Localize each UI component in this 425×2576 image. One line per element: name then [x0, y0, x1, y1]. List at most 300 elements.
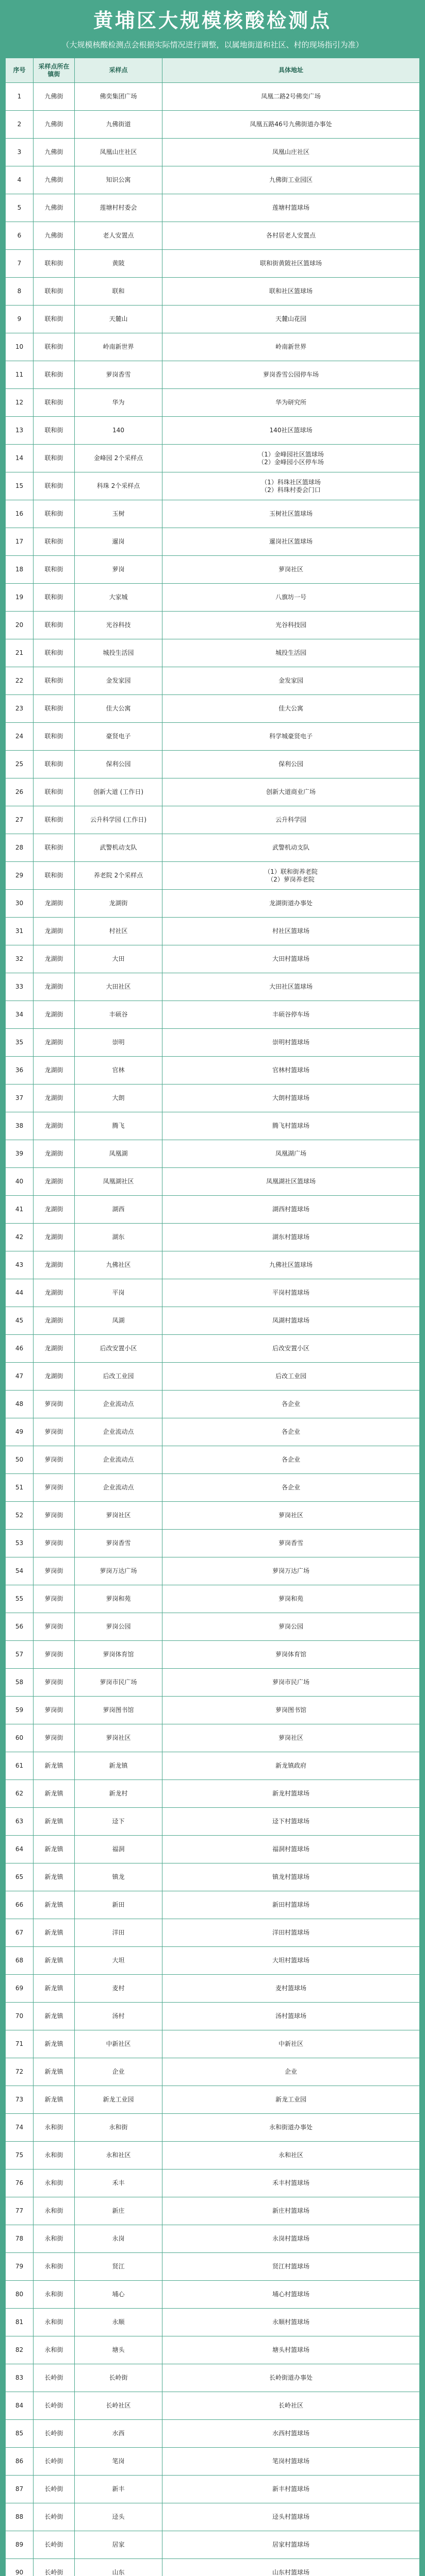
row-site: 洋田	[75, 1919, 162, 1946]
table-row	[6, 1140, 419, 1168]
row-number: 11	[6, 361, 34, 388]
row-address: 武警机动支队	[272, 844, 309, 851]
row-number: 66	[6, 1891, 34, 1919]
row-street: 龙湖街	[34, 1307, 75, 1334]
row-address: 各村居老人安置点	[266, 232, 316, 239]
table-row	[6, 556, 419, 584]
table-row	[6, 2531, 419, 2559]
row-address: 后改安置小区	[272, 1345, 309, 1352]
row-street: 联和街	[34, 389, 75, 416]
row-address: 凤凰湖社区篮球场	[266, 1178, 316, 1185]
row-site: 联和	[75, 278, 162, 305]
table-row	[6, 1919, 419, 1947]
header-address: 具体地址	[278, 66, 303, 74]
row-number: 37	[6, 1084, 34, 1112]
row-site: 武警机动支队	[75, 834, 162, 861]
row-site: 长岭街	[75, 2364, 162, 2392]
row-number: 34	[6, 1001, 34, 1028]
row-site: 企业流动点	[75, 1474, 162, 1501]
table-row	[6, 695, 419, 723]
table-row	[6, 2503, 419, 2531]
row-street: 九佛街	[34, 222, 75, 249]
row-address: （1）联和街养老院 （2）萝岗养老院	[264, 868, 318, 883]
row-site: 萝岗和苑	[75, 1585, 162, 1613]
table-row	[6, 1335, 419, 1363]
table-row	[6, 973, 419, 1001]
row-address: 崇明村篮球场	[272, 1039, 309, 1046]
row-number: 8	[6, 278, 34, 305]
table-row	[6, 806, 419, 834]
row-number: 89	[6, 2531, 34, 2558]
row-site: 腾飞	[75, 1112, 162, 1140]
table-row	[6, 528, 419, 556]
row-address: 禾丰村篮球场	[272, 2179, 309, 2187]
table-row	[6, 2197, 419, 2225]
row-number: 61	[6, 1752, 34, 1780]
row-number: 79	[6, 2253, 34, 2280]
table-row	[6, 2030, 419, 2058]
row-address: 光谷科技园	[275, 621, 306, 629]
row-address: 萝岗社区	[278, 566, 303, 573]
row-street: 龙湖街	[34, 1001, 75, 1028]
row-street: 联和街	[34, 278, 75, 305]
row-address: 城投生活园	[275, 649, 306, 656]
row-site: 保利公园	[75, 751, 162, 778]
row-address: 迳头村篮球场	[272, 2513, 309, 2520]
row-site: 萝岗万达广场	[75, 1557, 162, 1585]
row-street: 联和街	[34, 306, 75, 333]
table-row	[6, 1557, 419, 1585]
row-street: 永和街	[34, 2225, 75, 2252]
table-row	[6, 1418, 419, 1446]
row-street: 萝岗街	[34, 1391, 75, 1418]
row-street: 龙湖街	[34, 1112, 75, 1140]
row-street: 萝岗街	[34, 1502, 75, 1529]
row-street: 龙湖街	[34, 890, 75, 917]
row-address: 大田社区篮球场	[269, 983, 313, 990]
row-address: 洋田村篮球场	[272, 1929, 309, 1936]
table-row	[6, 2392, 419, 2420]
row-number: 42	[6, 1224, 34, 1251]
row-address: 村社区篮球场	[272, 927, 309, 935]
row-number: 88	[6, 2503, 34, 2531]
row-address: 新龙村篮球场	[272, 1790, 309, 1797]
row-street: 永和街	[34, 2170, 75, 2197]
row-street: 新龙镇	[34, 2030, 75, 2058]
table-row	[6, 1001, 419, 1029]
row-address: 萝岗市民广场	[272, 1679, 309, 1686]
row-site: 凤凰湖社区	[75, 1168, 162, 1195]
row-number: 1	[6, 83, 34, 110]
row-street: 新龙镇	[34, 2086, 75, 2113]
row-address: 凤凰五路46号九佛街道办事处	[250, 121, 332, 128]
row-site: 麦村	[75, 1975, 162, 2002]
table-row	[6, 1057, 419, 1084]
row-number: 57	[6, 1641, 34, 1668]
row-site: 萝岗市民广场	[75, 1669, 162, 1696]
row-number: 63	[6, 1808, 34, 1835]
row-address: 莲塘村篮球场	[272, 204, 309, 211]
row-number: 86	[6, 2448, 34, 2475]
row-street: 长岭街	[34, 2503, 75, 2531]
row-street: 龙湖街	[34, 918, 75, 945]
table-body	[6, 83, 419, 2576]
row-address: 永和街道办事处	[269, 2124, 313, 2131]
row-number: 77	[6, 2197, 34, 2225]
table-row	[6, 1279, 419, 1307]
table-row	[6, 250, 419, 278]
table-row	[6, 361, 419, 389]
page-title: 黄埔区大规模核酸检测点	[93, 9, 332, 32]
row-site: 萝岗社区	[75, 1724, 162, 1752]
row-address: 萝岗香雪公园停车场	[263, 371, 319, 378]
row-address: 永顺村篮球场	[272, 2318, 309, 2326]
row-site: 九佛社区	[75, 1251, 162, 1279]
row-address: 萝岗社区	[278, 1512, 303, 1519]
table-row	[6, 417, 419, 445]
table-row	[6, 862, 419, 890]
table-row	[6, 945, 419, 973]
row-address: 后改工业园	[275, 1372, 306, 1380]
row-address: 萝岗万达广场	[272, 1567, 309, 1574]
table-row	[6, 2225, 419, 2253]
row-site: 福洞	[75, 1836, 162, 1863]
row-address: 福洞村篮球场	[272, 1845, 309, 1853]
row-number: 7	[6, 250, 34, 277]
row-number: 6	[6, 222, 34, 249]
row-street: 联和街	[34, 695, 75, 722]
row-address: 联和社区篮球场	[269, 287, 313, 295]
row-street: 萝岗街	[34, 1697, 75, 1724]
row-site: 龙湖街	[75, 890, 162, 917]
table-row	[6, 918, 419, 945]
row-street: 萝岗街	[34, 1585, 75, 1613]
row-site: 知识公寓	[75, 166, 162, 194]
row-street: 联和街	[34, 751, 75, 778]
row-site: 水西	[75, 2420, 162, 2447]
row-street: 永和街	[34, 2142, 75, 2169]
table-row	[6, 2114, 419, 2142]
row-site: 埔心	[75, 2281, 162, 2308]
row-site: 企业流动点	[75, 1446, 162, 1473]
row-site: 新龙工业园	[75, 2086, 162, 2113]
table-row	[6, 1112, 419, 1140]
row-site: 湖东	[75, 1224, 162, 1251]
row-site: 企业	[75, 2058, 162, 2086]
table-row	[6, 2003, 419, 2030]
row-address: 永岗村篮球场	[272, 2235, 309, 2242]
row-address: 大坦村篮球场	[272, 1957, 309, 1964]
row-address: 联和街黄陂社区篮球场	[259, 260, 322, 267]
row-address: 八旗坊一号	[275, 594, 306, 601]
row-address: 科学城豪贤电子	[269, 733, 313, 740]
header-street: 采样点所在镇街	[34, 58, 75, 82]
row-address: 萝岗和苑	[278, 1595, 303, 1602]
row-site: 大田社区	[75, 973, 162, 1001]
row-site: 大田	[75, 945, 162, 973]
row-site: 后改安置小区	[75, 1335, 162, 1362]
row-site: 萝岗图书馆	[75, 1697, 162, 1724]
row-address: 腾飞村篮球场	[272, 1122, 309, 1129]
row-address: 大朗村篮球场	[272, 1094, 309, 1101]
row-address: 140社区篮球场	[269, 427, 313, 434]
row-street: 联和街	[34, 584, 75, 611]
row-number: 90	[6, 2559, 34, 2576]
row-number: 39	[6, 1140, 34, 1167]
row-street: 永和街	[34, 2336, 75, 2364]
row-number: 20	[6, 612, 34, 639]
row-number: 21	[6, 639, 34, 667]
row-street: 新龙镇	[34, 2003, 75, 2030]
row-street: 新龙镇	[34, 1947, 75, 1974]
row-street: 长岭街	[34, 2476, 75, 2503]
row-street: 联和街	[34, 417, 75, 444]
row-number: 65	[6, 1863, 34, 1891]
row-site: 山东	[75, 2559, 162, 2576]
row-site: 创新大道 (工作日)	[75, 778, 162, 806]
row-address: 华为研究所	[275, 399, 306, 406]
table-row	[6, 1168, 419, 1196]
row-street: 新龙镇	[34, 1975, 75, 2002]
row-street: 龙湖街	[34, 1057, 75, 1084]
row-number: 78	[6, 2225, 34, 2252]
row-number: 44	[6, 1279, 34, 1307]
row-address: （1）科珠社区篮球场 （2）科珠村委会门口	[261, 478, 321, 494]
row-number: 36	[6, 1057, 34, 1084]
row-street: 联和街	[34, 639, 75, 667]
row-address: 丰硕谷停车场	[272, 1011, 309, 1018]
row-site: 贤江	[75, 2253, 162, 2280]
row-street: 联和街	[34, 500, 75, 528]
row-site: 塘头	[75, 2336, 162, 2364]
table-row	[6, 2253, 419, 2281]
row-street: 龙湖街	[34, 1363, 75, 1390]
row-number: 52	[6, 1502, 34, 1529]
row-street: 龙湖街	[34, 1224, 75, 1251]
table-row	[6, 1891, 419, 1919]
row-number: 71	[6, 2030, 34, 2058]
table-row	[6, 1029, 419, 1057]
row-site: 玉树	[75, 500, 162, 528]
row-number: 38	[6, 1112, 34, 1140]
row-address: 新丰村篮球场	[272, 2485, 309, 2493]
row-site: 莲塘村村委会	[75, 194, 162, 222]
row-site: 金峰园 2个采样点	[75, 445, 162, 472]
row-site: 平岗	[75, 1279, 162, 1307]
row-street: 龙湖街	[34, 1168, 75, 1195]
row-address: 萝岗社区	[278, 1734, 303, 1741]
row-address: 湖西村篮球场	[272, 1206, 309, 1213]
row-site: 豪贤电子	[75, 723, 162, 750]
row-number: 54	[6, 1557, 34, 1585]
row-address: 贤江村篮球场	[272, 2263, 309, 2270]
row-address: 永和社区	[278, 2151, 303, 2159]
row-address: 中新社区	[278, 2040, 303, 2047]
row-number: 12	[6, 389, 34, 416]
row-number: 50	[6, 1446, 34, 1473]
row-street: 萝岗街	[34, 1418, 75, 1446]
row-number: 62	[6, 1780, 34, 1807]
row-street: 九佛街	[34, 111, 75, 138]
table-row	[6, 667, 419, 695]
table-row	[6, 278, 419, 306]
row-number: 10	[6, 333, 34, 361]
row-address: 云升科学园	[275, 816, 306, 823]
row-street: 联和街	[34, 806, 75, 834]
row-street: 龙湖街	[34, 1084, 75, 1112]
row-number: 64	[6, 1836, 34, 1863]
row-number: 81	[6, 2309, 34, 2336]
row-address: 天麓山花园	[275, 315, 306, 323]
row-site: 黄陂	[75, 250, 162, 277]
page-subtitle: （大规模核酸检测点会根据实际情况进行调整，以属地街道和社区、村的现场指引为准）	[61, 40, 364, 49]
row-site: 笔岗	[75, 2448, 162, 2475]
row-number: 17	[6, 528, 34, 555]
row-street: 萝岗街	[34, 1446, 75, 1473]
row-number: 69	[6, 1975, 34, 2002]
row-address: 长岭街道办事处	[269, 2374, 313, 2381]
row-number: 33	[6, 973, 34, 1001]
row-street: 联和街	[34, 723, 75, 750]
row-street: 龙湖街	[34, 1279, 75, 1307]
row-street: 九佛街	[34, 83, 75, 110]
table-row	[6, 2142, 419, 2170]
row-number: 60	[6, 1724, 34, 1752]
table-row	[6, 1641, 419, 1669]
row-site: 大家城	[75, 584, 162, 611]
table-row	[6, 389, 419, 417]
row-address: 新庄村篮球场	[272, 2207, 309, 2214]
table-row	[6, 2364, 419, 2392]
row-address: 凤凰湖广场	[275, 1150, 306, 1157]
row-site: 萝岗香雪	[75, 361, 162, 388]
table-row	[6, 1474, 419, 1502]
row-site: 村社区	[75, 918, 162, 945]
row-site: 萝岗社区	[75, 1502, 162, 1529]
row-number: 3	[6, 139, 34, 166]
row-street: 龙湖街	[34, 1251, 75, 1279]
row-address: 萝岗公园	[278, 1623, 303, 1630]
row-address: 汤村篮球场	[275, 2012, 306, 2020]
row-site: 永和社区	[75, 2142, 162, 2169]
row-number: 24	[6, 723, 34, 750]
table-row	[6, 111, 419, 139]
row-street: 萝岗街	[34, 1641, 75, 1668]
row-number: 56	[6, 1613, 34, 1640]
row-address: 湖东村篮球场	[272, 1233, 309, 1241]
row-street: 联和街	[34, 834, 75, 861]
row-street: 永和街	[34, 2281, 75, 2308]
row-site: 140	[75, 417, 162, 444]
row-street: 联和街	[34, 612, 75, 639]
row-street: 新龙镇	[34, 1891, 75, 1919]
row-street: 联和街	[34, 250, 75, 277]
table-row	[6, 500, 419, 528]
row-site: 岭南新世界	[75, 333, 162, 361]
row-site: 崇明	[75, 1029, 162, 1056]
row-address: 水西村篮球场	[272, 2430, 309, 2437]
row-address: 保利公园	[278, 760, 303, 768]
row-street: 联和街	[34, 862, 75, 889]
row-address: 岭南新世界	[275, 343, 306, 350]
row-number: 28	[6, 834, 34, 861]
row-street: 龙湖街	[34, 1196, 75, 1223]
row-address: 凤凰山庄社区	[272, 148, 309, 156]
row-street: 联和街	[34, 556, 75, 583]
row-street: 萝岗街	[34, 1530, 75, 1557]
row-site: 老人安置点	[75, 222, 162, 249]
row-site: 光谷科技	[75, 612, 162, 639]
row-number: 80	[6, 2281, 34, 2308]
row-street: 联和街	[34, 667, 75, 694]
table-row	[6, 2420, 419, 2448]
header-site: 采样点	[75, 58, 162, 82]
table-row	[6, 194, 419, 222]
row-address: 塘头村篮球场	[272, 2346, 309, 2353]
row-site: 大朗	[75, 1084, 162, 1112]
row-address: 麦村篮球场	[275, 1985, 306, 1992]
table-row	[6, 1307, 419, 1335]
row-site: 凤凰山庄社区	[75, 139, 162, 166]
row-address: 官林村篮球场	[272, 1066, 309, 1074]
row-site: 金发家园	[75, 667, 162, 694]
row-site: 华为	[75, 389, 162, 416]
table-row	[6, 612, 419, 639]
table-row	[6, 445, 419, 472]
table-row	[6, 1863, 419, 1891]
row-street: 新龙镇	[34, 1780, 75, 1807]
row-number: 72	[6, 2058, 34, 2086]
row-site: 后改工业园	[75, 1363, 162, 1390]
row-address: 佳大公寓	[278, 705, 303, 712]
table-row	[6, 1808, 419, 1836]
row-site: 萝岗香雪	[75, 1530, 162, 1557]
row-address: 大田村篮球场	[272, 955, 309, 962]
row-address: 平岗村篮球场	[272, 1289, 309, 1296]
row-street: 龙湖街	[34, 1029, 75, 1056]
row-number: 40	[6, 1168, 34, 1195]
row-street: 新龙镇	[34, 1752, 75, 1780]
row-address: 埔心村篮球场	[272, 2291, 309, 2298]
row-site: 科珠 2个采样点	[75, 472, 162, 500]
row-number: 2	[6, 111, 34, 138]
table-row	[6, 1446, 419, 1474]
row-address: 九佛街工业园区	[269, 176, 313, 183]
row-site: 萝岗	[75, 556, 162, 583]
table-row	[6, 584, 419, 612]
row-site: 城投生活园	[75, 639, 162, 667]
table-row	[6, 1724, 419, 1752]
row-street: 联和街	[34, 472, 75, 500]
row-address: 山东村篮球场	[272, 2569, 309, 2576]
row-site: 禾丰	[75, 2170, 162, 2197]
row-address: 笔岗村篮球场	[272, 2458, 309, 2465]
row-number: 30	[6, 890, 34, 917]
table-row	[6, 1975, 419, 2003]
row-site: 永岗	[75, 2225, 162, 2252]
table-row	[6, 1363, 419, 1391]
row-street: 长岭街	[34, 2559, 75, 2576]
row-street: 九佛街	[34, 194, 75, 222]
row-street: 长岭街	[34, 2448, 75, 2475]
row-number: 85	[6, 2420, 34, 2447]
row-number: 84	[6, 2392, 34, 2419]
row-address: 镇龙村篮球场	[272, 1873, 309, 1880]
table-row	[6, 2476, 419, 2503]
row-number: 22	[6, 667, 34, 694]
row-site: 中新社区	[75, 2030, 162, 2058]
table-row	[6, 2086, 419, 2114]
